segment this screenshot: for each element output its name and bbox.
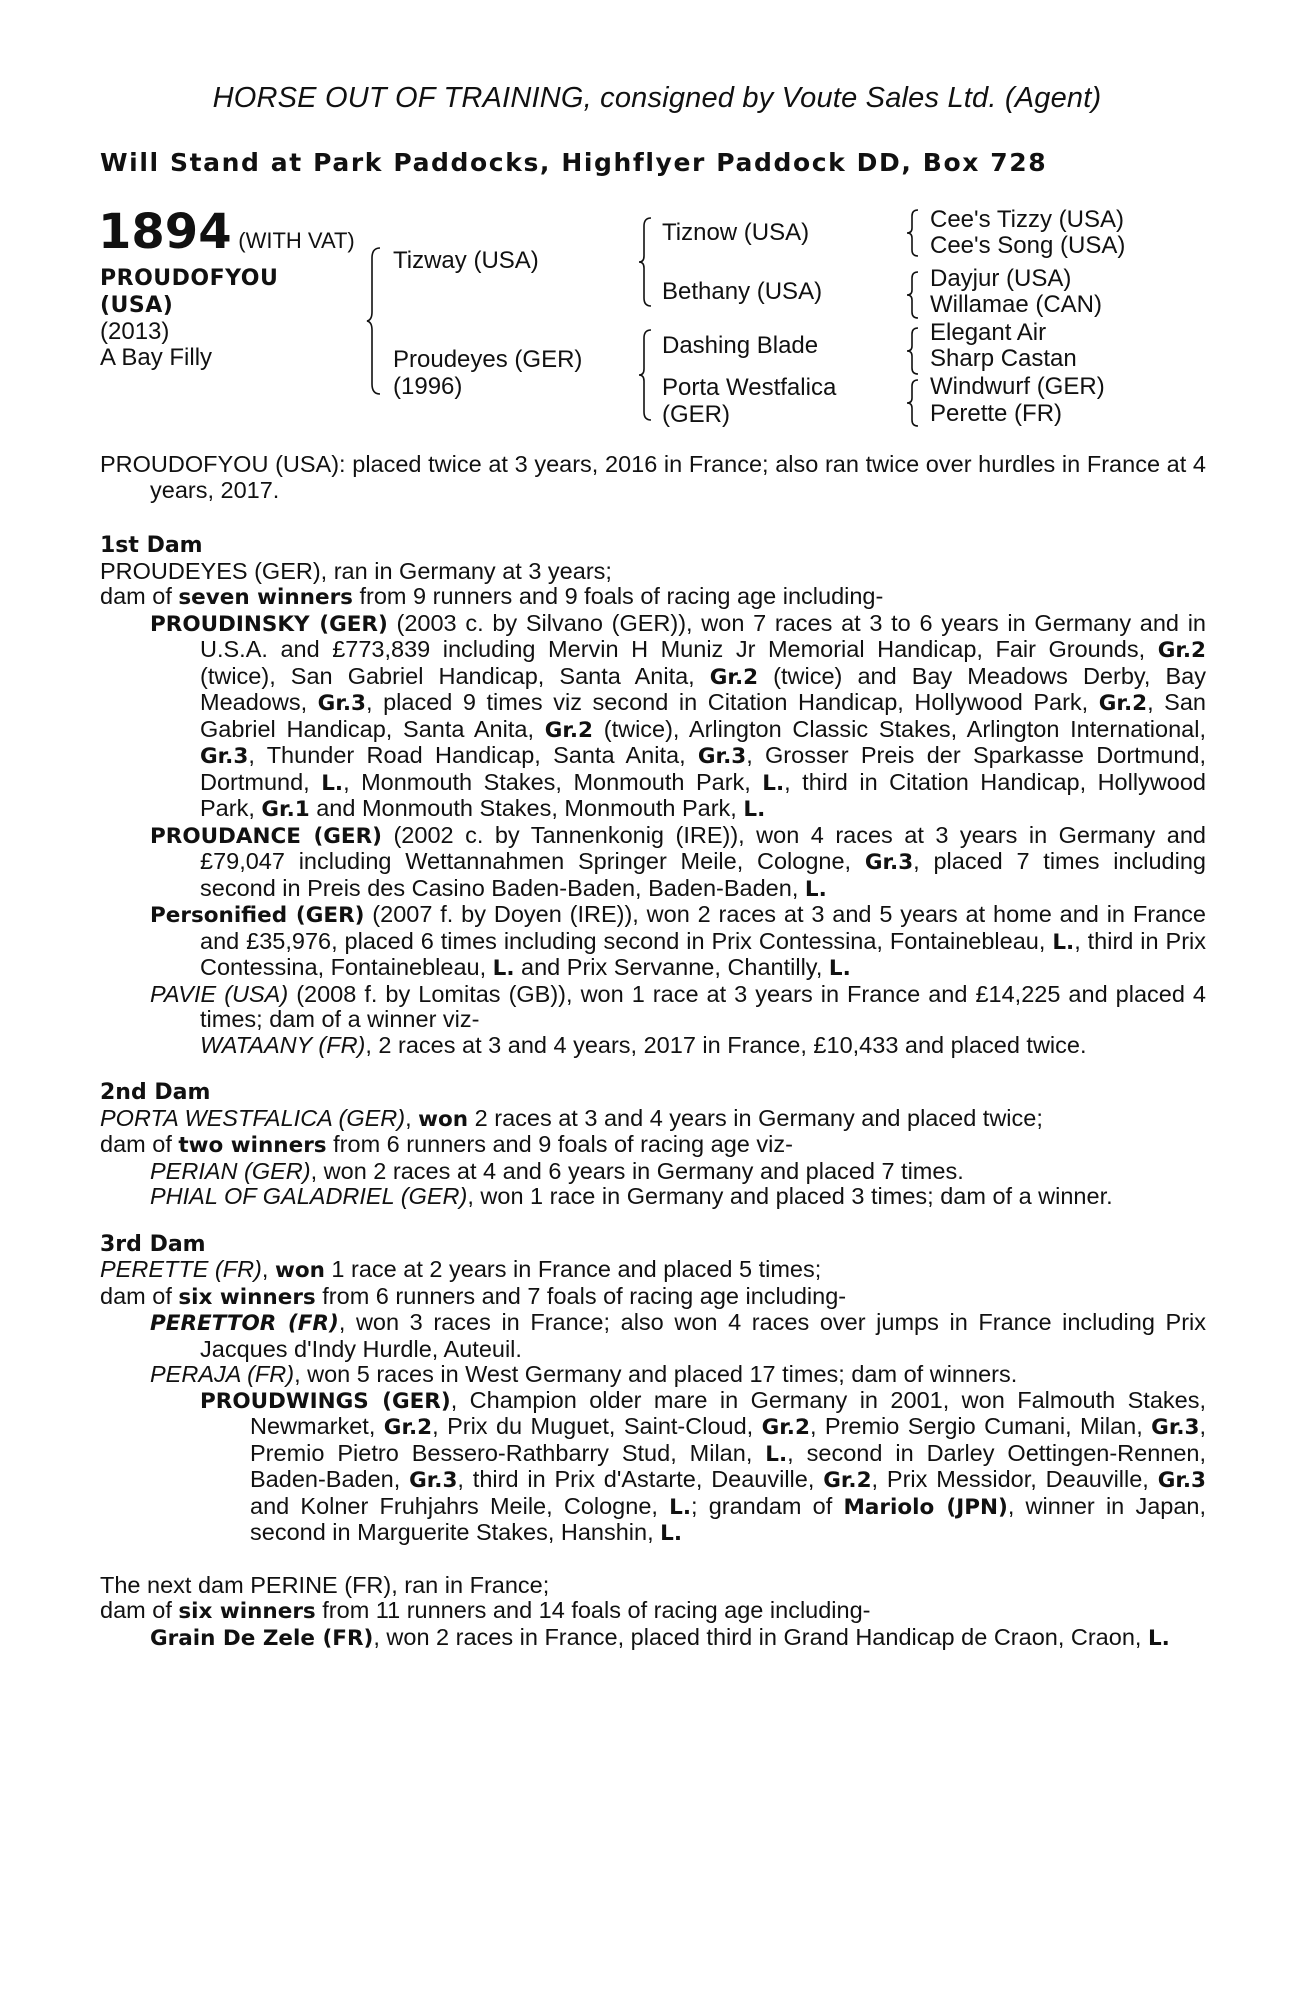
- horse-name: PROUDOFYOU: [100, 266, 279, 291]
- gen3-ancestor: Sharp Castan: [930, 345, 1077, 372]
- third-dam-line: PERETTE (FR), won 1 race at 2 years in France and placed 5 times;: [100, 1256, 822, 1283]
- grand-progeny-entry: PROUDWINGS (GER), Champion older mare in Germany in 2001, won Falmouth Stakes, Newmarket, Gr.2, Prix du Muguet, Saint-Cloud, Gr.2, Premio Sergio Cumani, Milan, Gr.3, Premio Pietro Bessero-Rathbarry Stud, Milan, L., second in Darley Oettingen-Rennen, Baden-Baden, Gr.3, third in Prix d'Astarte, Deauville, Gr.2, Prix Messidor, Deauville, Gr.3 and Kolner Fruhjahrs Meile, Cologne, L.; grandam of Mariolo (JPN), winner in Japan, second in Marguerite Stakes, Hanshin, L.: [200, 1386, 1207, 1546]
- gen3-ancestor: Dayjur (USA): [930, 265, 1072, 292]
- dam-year: (1996): [393, 373, 463, 400]
- pedigree-brace-gen3-4: [906, 378, 922, 428]
- gen3-ancestor: Perette (FR): [930, 400, 1063, 427]
- gen3-ancestor: Windwurf (GER): [930, 373, 1105, 400]
- sire: Tizway (USA): [393, 247, 539, 274]
- gen3-ancestor: Elegant Air: [930, 319, 1047, 346]
- first-dam-line: PROUDEYES (GER), ran in Germany at 3 years;: [100, 557, 612, 584]
- pedigree-brace-gen3-1: [906, 208, 922, 258]
- pedigree-brace-gen3-3: [906, 326, 922, 376]
- vat-note: (WITH VAT): [238, 228, 355, 253]
- pedigree-brace-sire: [638, 216, 656, 308]
- dam-dam: Porta Westfalica: [662, 374, 837, 401]
- lot-number: 1894: [98, 204, 232, 260]
- dam-dam-country: (GER): [662, 401, 730, 428]
- dam-sire: Dashing Blade: [662, 332, 819, 359]
- next-dam-line: The next dam PERINE (FR), ran in France;: [100, 1571, 550, 1598]
- horse-country: (USA): [100, 293, 174, 318]
- next-dam-produce-summary: dam of six winners from 11 runners and 14 foals of racing age including-: [100, 1597, 871, 1624]
- progeny-entry: PERIAN (GER), won 2 races at 4 and 6 years in Germany and placed 7 times.: [150, 1157, 964, 1184]
- progeny-entry: Personified (GER) (2007 f. by Doyen (IRE)), won 2 races at 3 and 5 years at home and in France and £35,976, placed 6 times including second in Prix Contessina, Fontainebleau, L., third in Prix Contessina, Fontainebleau, L. and Prix Servanne, Chantilly, L.: [150, 901, 1206, 981]
- pedigree-brace-dam: [638, 328, 656, 422]
- gen3-ancestor: Cee's Tizzy (USA): [930, 206, 1124, 233]
- race-record-summary: PROUDOFYOU (USA): placed twice at 3 years, 2016 in France; also ran twice over hurdles in France at 4 years, 2017.: [100, 451, 1206, 503]
- foaling-year: (2013): [100, 318, 170, 345]
- progeny-entry: PHIAL OF GALADRIEL (GER), won 1 race in Germany and placed 3 times; dam of a winner.: [150, 1183, 1113, 1209]
- consignment-header: HORSE OUT OF TRAINING, consigned by Voute Sales Ltd. (Agent): [212, 82, 1102, 114]
- first-dam-produce-summary: dam of seven winners from 9 runners and 9 foals of racing age including-: [100, 583, 884, 610]
- third-dam-produce-summary: dam of six winners from 6 runners and 7 foals of racing age including-: [100, 1282, 847, 1310]
- sire-sire: Tiznow (USA): [662, 219, 810, 246]
- gen3-ancestor: Willamae (CAN): [930, 291, 1103, 318]
- progeny-entry: PERETTOR (FR), won 3 races in France; also won 4 races over jumps in France including Prix Jacques d'Indy Hurdle, Auteuil.: [150, 1309, 1206, 1362]
- second-dam-produce-summary: dam of two winners from 6 runners and 9 foals of racing age viz-: [100, 1131, 793, 1158]
- progeny-entry: PROUDINSKY (GER) (2003 c. by Silvano (GER)), won 7 races at 3 to 6 years in Germany and in U.S.A. and £773,839 including Mervin H Muniz Jr Memorial Handicap, Fair Grounds, Gr.2 (twice), San Gabriel Handicap, Santa Anita, Gr.2 (twice) and Bay Meadows Derby, Bay Meadows, Gr.3, placed 9 times viz second in Citation Handicap, Hollywood Park, Gr.2, San Gabriel Handicap, Santa Anita, Gr.2 (twice), Arlington Classic Stakes, Arlington International, Gr.3, Thunder Road Handicap, Santa Anita, Gr.3, Grosser Preis der Sparkasse Dortmund, Dortmund, L., Monmouth Stakes, Monmouth Park, L., third in Citation Handicap, Hollywood Park, Gr.1 and Monmouth Stakes, Monmouth Park, L.: [150, 609, 1206, 822]
- progeny-entry: Grain De Zele (FR), won 2 races in France, placed third in Grand Handicap de Craon, Craon, L.: [150, 1623, 1170, 1651]
- second-dam-heading: 2nd Dam: [100, 1080, 211, 1105]
- stand-location: Will Stand at Park Paddocks, Highflyer Paddock DD, Box 728: [100, 148, 1048, 177]
- first-dam-heading: 1st Dam: [100, 533, 203, 558]
- pedigree-brace-gen1: [366, 246, 386, 396]
- progeny-entry: PAVIE (USA) (2008 f. by Lomitas (GB)), won 1 race at 3 years in France and £14,225 and placed 4 times; dam of a winner viz-: [150, 980, 1207, 1032]
- section-gap: [100, 1547, 1206, 1573]
- progeny-entry: PROUDANCE (GER) (2002 c. by Tannenkonig (IRE)), won 4 races at 3 years in Germany and £79,047 including Wettannahmen Springer Meile, Cologne, Gr.3, placed 7 times including second in Preis des Casino Baden-Baden, Baden-Baden, L.: [150, 821, 1206, 902]
- pedigree-brace-gen3-2: [906, 270, 922, 320]
- dam: Proudeyes (GER): [393, 346, 583, 373]
- gen3-ancestor: Cee's Song (USA): [930, 232, 1126, 259]
- lot-number-line: [98, 206, 355, 258]
- second-dam-line: PORTA WESTFALICA (GER), won 2 races at 3 and 4 years in Germany and placed twice;: [100, 1104, 1043, 1132]
- progeny-entry: PERAJA (FR), won 5 races in West Germany and placed 17 times; dam of winners.: [150, 1361, 1018, 1387]
- sire-dam: Bethany (USA): [662, 278, 823, 305]
- grand-progeny-entry: WATAANY (FR), 2 races at 3 and 4 years, 2017 in France, £10,433 and placed twice.: [200, 1031, 1087, 1058]
- catalogue-body: [100, 452, 1206, 1651]
- third-dam-heading: 3rd Dam: [100, 1231, 206, 1257]
- horse-description: A Bay Filly: [100, 344, 213, 371]
